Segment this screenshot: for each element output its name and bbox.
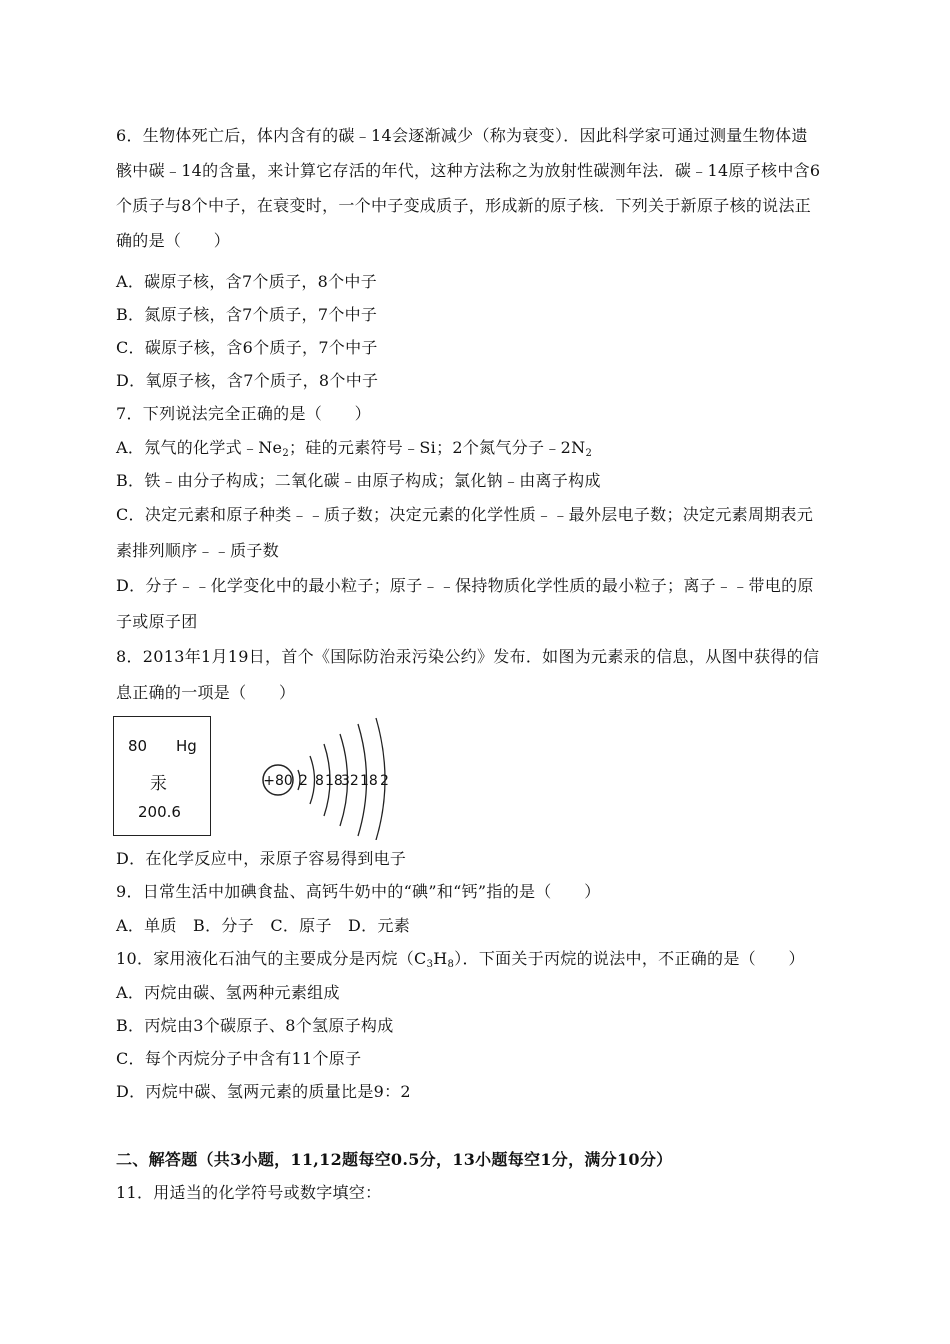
q10-option-d: D．丙烷中碳、氢两元素的质量比是9：2 [116,1082,411,1101]
shell-count-4: 32 [341,773,359,789]
shell-count-2: 8 [315,773,324,789]
shell-arc-2 [310,756,315,804]
q7-option-a: A．氖气的化学式$﹣Ne_2$；硅的元素符号﹣Si；2个氮气分子$﹣2N_2$ [116,438,593,459]
q6-line-1: 6．生物体死亡后，体内含有的碳﹣14会逐渐减少（称为衰变）．因此科学家可通过测量生物体遗 [116,126,808,145]
q9-options: A．单质 B．分子 C．原子 D．元素 [116,916,411,935]
q11-stem: 11．用适当的化学符号或数字填空： [116,1183,382,1202]
q6-option-a: A．碳原子核，含7个质子，8个中子 [116,272,378,291]
q7-option-c-line-2: 素排列顺序﹣﹣质子数 [116,541,280,560]
q7-option-c-line-1: C．决定元素和原子种类﹣﹣质子数；决定元素的化学性质﹣﹣最外层电子数；决定元素周期表元 [116,505,814,524]
q6-line-4: 确的是（ ） [116,231,231,250]
shell-count-1: 2 [299,773,308,789]
q7-option-d-line-1: D．分子﹣﹣化学变化中的最小粒子；原子﹣﹣保持物质化学性质的最小粒子；离子﹣﹣带电的原 [116,576,814,595]
atom-structure-diagram [262,716,392,840]
q8-option-d: D．在化学反应中，汞原子容易得到电子 [116,849,407,868]
atomic-number: 80 [128,737,148,755]
q9-stem: 9．日常生活中加碘食盐、高钙牛奶中的“碘”和“钙”指的是（ ） [116,882,601,901]
q6-option-d: D．氧原子核，含7个质子，8个中子 [116,371,379,390]
section-2-heading: 二、解答题（共3小题，11,12题每空0.5分，13小题每空1分，满分10分） [116,1150,673,1169]
q10-option-c: C．每个丙烷分子中含有11个原子 [116,1049,362,1068]
q6-option-c: C．碳原子核，含6个质子，7个中子 [116,338,378,357]
atomic-mass: 200.6 [138,803,181,821]
nucleus-charge: +80 [263,773,293,789]
element-name: 汞 [150,774,167,794]
element-card [113,716,211,836]
q8-line-2: 息正确的一项是（ ） [116,683,296,702]
q7-stem: 7．下列说法完全正确的是（ ） [116,404,371,423]
shell-count-5: 18 [360,773,378,789]
mercury-figure [112,716,392,840]
q10-stem: 10．家用液化石油气的主要成分是丙烷$(C_3H_8)$．下面关于丙烷的说法中，不正确的是（ ） [116,949,805,970]
q7-option-b: B．铁﹣由分子构成；二氧化碳﹣由原子构成；氯化钠﹣由离子构成 [116,471,601,490]
q6-option-b: B．氮原子核，含7个质子，7个中子 [116,305,378,324]
q10-option-b: B．丙烷由3个碳原子、8个氢原子构成 [116,1016,394,1035]
q10-option-a: A．丙烷由碳、氢两种元素组成 [116,983,340,1002]
shell-count-6: 2 [380,773,389,789]
q6-line-2: 骸中碳﹣14的含量，来计算它存活的年代，这种方法称之为放射性碳测年法．碳﹣14原子核中含6 [116,161,821,180]
q6-line-3: 个质子与8个中子，在衰变时，一个中子变成质子，形成新的原子核．下列关于新原子核的说法正 [116,196,812,215]
q8-line-1: 8．2013年1月19日，首个《国际防治汞污染公约》发布．如图为元素汞的信息，从图中获得的信 [116,647,820,666]
q7-option-d-line-2: 子或原子团 [116,612,198,631]
shell-count-3: 18 [325,773,343,789]
element-symbol: Hg [176,737,197,755]
